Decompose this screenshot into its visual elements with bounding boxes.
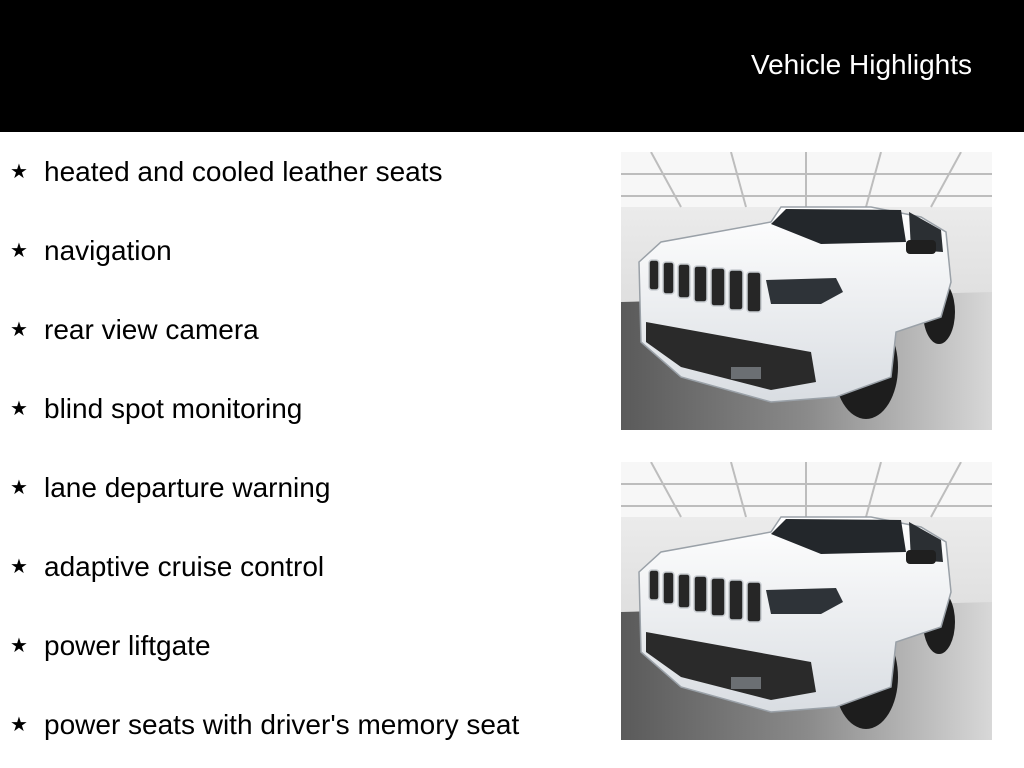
- vehicle-photo: [621, 152, 992, 430]
- feature-item: [10, 310, 600, 350]
- feature-label: blind spot monitoring: [44, 393, 303, 424]
- star-icon: ★: [10, 635, 28, 657]
- vehicle-photo: [621, 462, 992, 740]
- header-bar: [0, 0, 1024, 132]
- star-icon: ★: [10, 477, 28, 499]
- feature-label: navigation: [44, 235, 172, 266]
- feature-item: [10, 468, 600, 508]
- feature-item: [10, 389, 600, 429]
- feature-label: heated and cooled leather seats: [44, 156, 443, 187]
- feature-item: [10, 152, 600, 192]
- star-icon: ★: [10, 714, 28, 736]
- star-icon: ★: [10, 240, 28, 262]
- feature-label: power liftgate: [44, 630, 211, 661]
- feature-label: adaptive cruise control: [44, 551, 325, 582]
- feature-item: [10, 705, 600, 745]
- feature-label: rear view camera: [44, 314, 259, 345]
- star-icon: ★: [10, 556, 28, 578]
- feature-item: [10, 231, 600, 271]
- feature-label: power seats with driver's memory seat: [44, 709, 520, 740]
- page-title: Vehicle Highlights: [750, 49, 972, 80]
- feature-item: [10, 547, 600, 587]
- star-icon: ★: [10, 398, 28, 420]
- feature-label: lane departure warning: [44, 472, 331, 503]
- star-icon: ★: [10, 161, 28, 183]
- star-icon: ★: [10, 319, 28, 341]
- feature-item: [10, 626, 600, 666]
